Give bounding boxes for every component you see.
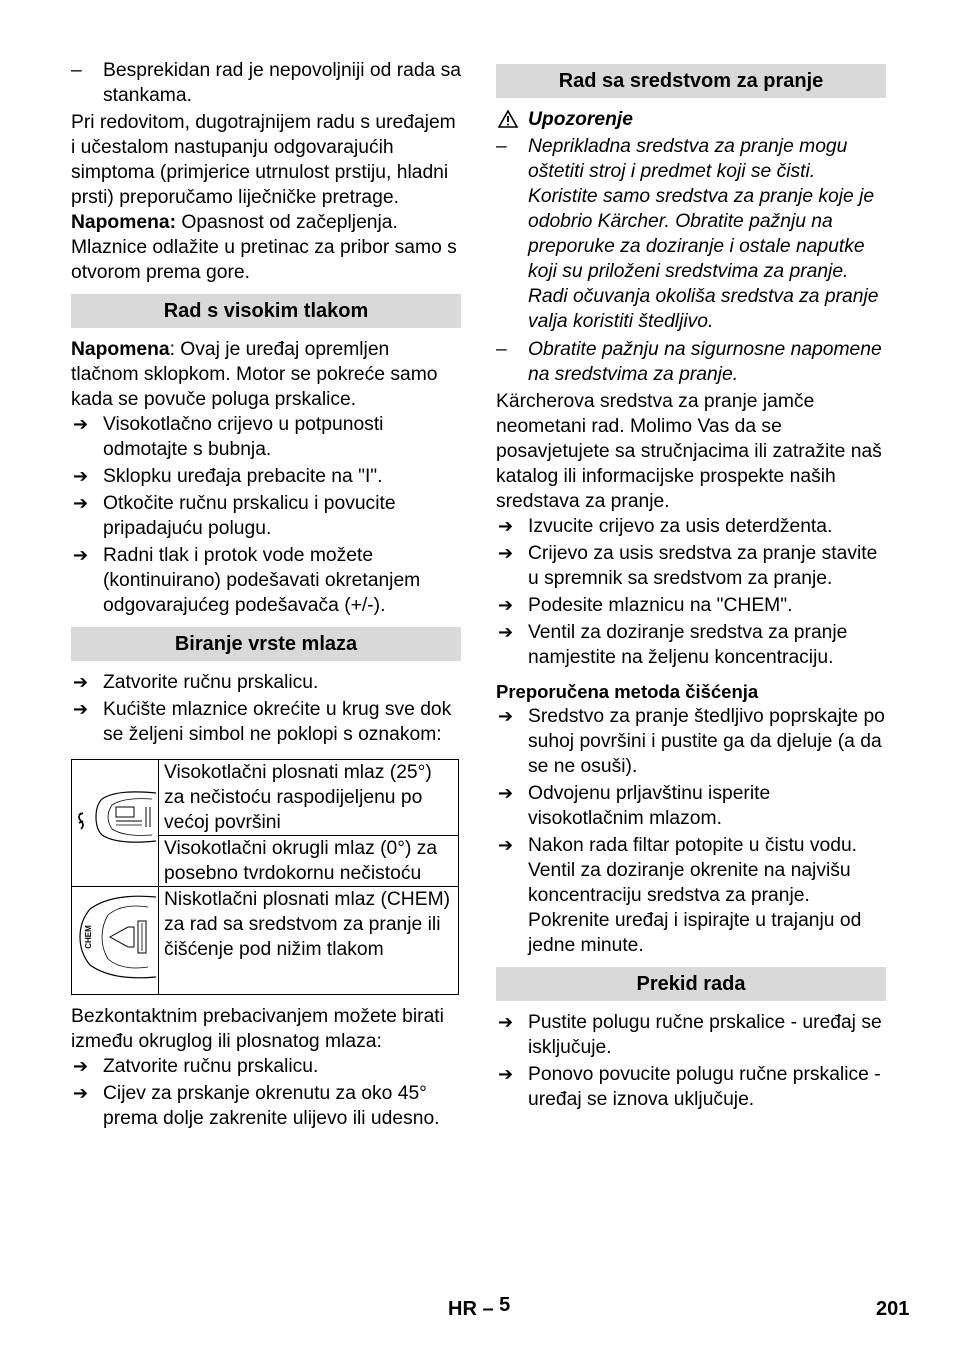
- note-text: Opasnost od začepljenja. Mlaznice odlažite u pretinac za pribor samo s otvorom prema gore.: [71, 212, 457, 283]
- note-label: Napomena: [71, 339, 170, 360]
- arrow-icon: ➔: [498, 595, 514, 615]
- list-item: ➔ Radni tlak i protok vode možete (kontinuirano) podešavati okretanjem odgovarajućeg podešavača (+/-).: [73, 545, 421, 616]
- arrow-icon: ➔: [73, 466, 89, 486]
- section-title-detergent: Rad sa sredstvom za pranje: [496, 64, 886, 98]
- footer-section-label: HR – 5: [448, 1294, 511, 1320]
- warning-triangle-icon: [498, 110, 518, 135]
- arrow-icon: ➔: [498, 783, 514, 803]
- table-row: [72, 887, 459, 995]
- warning-heading: Upozorenje: [496, 107, 886, 132]
- list-item: ➔ Nakon rada filtar potopite u čistu vodu. Ventil za doziranje okrenite na najvišu koncentraciju sredstva za pranje. Pokrenite uređaj i ispirajte u trajanju od jedne minute.: [498, 835, 862, 956]
- arrow-icon: ➔: [498, 622, 514, 642]
- list-item: ➔ Cijev za prskanje okrenutu za oko 45° prema dolje zakrenite ulijevo ili udesno.: [73, 1083, 440, 1129]
- paragraph-symptoms: Pri redovitom, dugotrajnijem radu s uređajem i učestalom nastupanju odgovarajućih simptoma (primjerice utrnulost prstiju, hladni prsti) preporučamo liječničke pretrage.: [71, 112, 456, 208]
- page-number: 201: [876, 1298, 910, 1320]
- right-column: [496, 64, 886, 1112]
- section-title-high-pressure: Rad s visokim tlakom: [71, 294, 461, 328]
- list-item: ➔ Ponovo povucite polugu ručne prskalice - uređaj se iznova uključuje.: [498, 1064, 881, 1110]
- table-cell-flat-jet: Visokotlačni plosnati mlaz (25°) za nečistoću raspodijeljenu po većoj površini: [159, 760, 459, 836]
- intro-dash-item: – Besprekidan rad je nepovoljniji od rada sa stankama.: [71, 58, 461, 108]
- nozzle-high-pressure-image: [72, 760, 159, 887]
- list-item: ➔ Pustite polugu ručne prskalice - uređaj se isključuje.: [498, 1012, 882, 1058]
- note-label: Napomena:: [71, 212, 176, 233]
- list-item: ➔ Zatvorite ručnu prskalicu.: [73, 672, 319, 693]
- arrow-icon: ➔: [73, 1056, 89, 1076]
- table-cell-round-jet: Visokotlačni okrugli mlaz (0°) za posebno tvrdokornu nečistoću: [159, 836, 459, 887]
- list-item: ➔ Sredstvo za pranje štedljivo poprskajte po suhoj površini i pustite ga da djeluje (a da se ne osuši).: [498, 706, 885, 777]
- arrow-icon: ➔: [73, 493, 89, 513]
- list-item: ➔ Odvojenu prljavštinu isperite visokotlačnim mlazom.: [498, 783, 771, 829]
- list-item: ➔ Visokotlačno crijevo u potpunosti odmotajte s bubnja.: [73, 414, 384, 460]
- nozzle-settings-table: [71, 759, 459, 995]
- list-item: ➔ Zatvorite ručnu prskalicu.: [73, 1056, 319, 1077]
- list-item: ➔ Crijevo za usis sredstva za pranje stavite u spremnik sa sredstvom za pranje.: [498, 543, 878, 589]
- arrow-icon: ➔: [498, 706, 514, 726]
- arrow-icon: ➔: [73, 672, 89, 692]
- table-cell-chem-jet: Niskotlačni plosnati mlaz (CHEM) za rad sa sredstvom za pranje ili čišćenje pod nižim tlakom: [159, 887, 459, 995]
- list-item: ➔ Kućište mlaznice okrećite u krug sve dok se željeni simbol ne poklopi s oznakom:: [73, 699, 452, 745]
- chem-label: CHEM: [84, 925, 93, 949]
- arrow-icon: ➔: [498, 1064, 514, 1084]
- arrow-icon: ➔: [73, 1083, 89, 1103]
- section-title-stop-operation: Prekid rada: [496, 967, 886, 1001]
- high-pressure-steps: [71, 412, 461, 618]
- list-item: ➔ Ventil za doziranje sredstva za pranje namjestite na željenu koncentraciju.: [498, 622, 848, 668]
- subheading-recommended-method: Preporučena metoda čišćenja: [496, 681, 759, 702]
- list-item: ➔ Sklopku uređaja prebacite na "I".: [73, 466, 383, 487]
- note-clogging: [71, 210, 461, 285]
- paragraph-karcher-detergents: Kärcherova sredstva za pranje jamče neometani rad. Molimo Vas da se posavjetujete sa stručnjacima ili zatražite naš katalog ili informacijske prospekte naših sredstava za pranje.: [496, 391, 882, 512]
- section-title-jet-selection: Biranje vrste mlaza: [71, 627, 461, 661]
- note-pressure-switch: [71, 337, 461, 412]
- arrow-icon: ➔: [498, 543, 514, 563]
- nozzle-chem-image: [72, 887, 159, 995]
- warning-item: – Obratite pažnju na sigurnosne napomene na sredstvima za pranje.: [496, 337, 886, 387]
- note-text: : Ovaj je uređaj opremljen tlačnom sklopkom. Motor se pokreće samo kada se povuče poluga prskalice.: [71, 339, 438, 410]
- arrow-icon: ➔: [498, 835, 514, 855]
- table-row: [72, 760, 459, 836]
- nozzle-high-pressure-icon: [72, 785, 158, 855]
- arrow-icon: ➔: [73, 699, 89, 719]
- arrow-icon: ➔: [73, 414, 89, 434]
- list-item: ➔ Podesite mlaznicu na "CHEM".: [498, 595, 793, 616]
- list-item: ➔ Izvucite crijevo za usis deterdženta.: [498, 516, 833, 537]
- arrow-icon: ➔: [498, 516, 514, 536]
- left-column: [71, 58, 461, 1131]
- jet-selection-steps: [71, 670, 461, 747]
- paragraph-contactless-switch: Bezkontaktnim prebacivanjem možete birati između okruglog ili plosnatog mlaza:: [71, 1006, 444, 1052]
- warning-item: – Neprikladna sredstva za pranje mogu oštetiti stroj i predmet koji se čisti. Koristite samo sredstva za pranje koje je odobrio Kärcher. Obratite pažnju na preporuke za doziranje i ostale naputke koji su priloženi sredstvima za pranje. Radi očuvanja okoliša sredstva za pranje valja koristiti štedljivo.: [496, 134, 886, 334]
- arrow-icon: ➔: [73, 545, 89, 565]
- nozzle-chem-icon: [72, 887, 158, 987]
- arrow-icon: ➔: [498, 1012, 514, 1032]
- list-item: ➔ Otkočite ručnu prskalicu i povucite pripadajuću polugu.: [73, 493, 396, 539]
